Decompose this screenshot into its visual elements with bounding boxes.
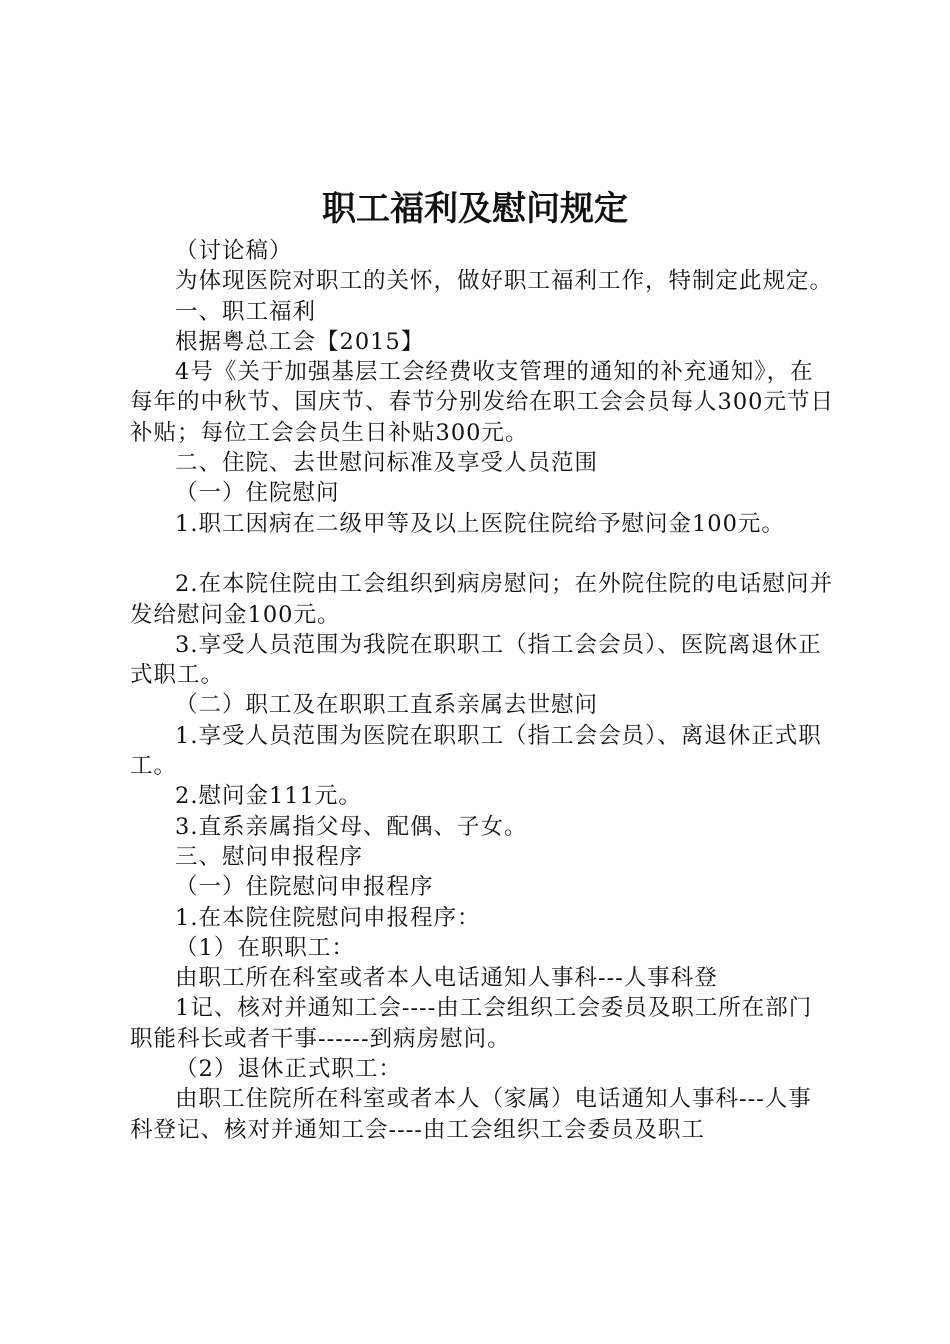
paragraph-procedure: 由职工住院所在科室或者本人（家属）电话通知人事科---人事科登记、核对并通知工会----由工会组织工会委员及职工 (130, 1086, 812, 1143)
paragraph-procedure: 由职工所在科室或者本人电话通知人事科---人事科登 (175, 965, 718, 992)
list-item: 1.在本院住院慰问申报程序： (175, 904, 481, 931)
list-item: 1.享受人员范围为医院在职职工（指工会会员）、离退休正式职工。 (130, 722, 822, 780)
paragraph-holiday-subsidy: 4号《关于加强基层工会经费收支管理的通知的补充通知》，在每年的中秋节、国庆节、春节分别发给在职工会会员每人300元节日补贴；每位工会会员生日补贴300元。 (130, 359, 834, 446)
list-item: （1）在职职工： (175, 934, 355, 961)
list-item: 2.慰问金111元。 (175, 783, 362, 810)
heading-section-2: 二、住院、去世慰问标准及享受人员范围 (175, 450, 599, 477)
heading-section-1: 一、职工福利 (175, 298, 317, 325)
list-item: 3.享受人员范围为我院在职职工（指工会会员）、医院离退休正式职工。 (130, 631, 822, 689)
paragraph-draft-note: （讨论稿） (175, 238, 293, 264)
document-title: 职工福利及慰问规定 (322, 189, 628, 229)
list-item: （2）退休正式职工： (175, 1056, 402, 1083)
heading-subsection-2-2: （二）职工及在职职工直系亲属去世慰问 (175, 692, 599, 719)
document-body (130, 236, 835, 1145)
heading-section-3: 三、慰问申报程序 (175, 843, 364, 870)
paragraph-procedure: 1记、核对并通知工会----由工会组织工会委员及职工所在部门职能科长或者干事------到病房慰问。 (130, 995, 813, 1052)
paragraph-basis: 根据粤总工会【2015】 (175, 328, 425, 355)
paragraph-intro: 为体现医院对职工的关怀，做好职工福利工作，特制定此规定。 (175, 268, 834, 295)
heading-subsection-2-1: （一）住院慰问 (175, 480, 340, 507)
list-item: 2.在本院住院由工会组织到病房慰问；在外院住院的电话慰问并发给慰问金100元。 (130, 571, 833, 628)
heading-subsection-3-1: （一）住院慰问申报程序 (175, 874, 434, 901)
list-item: 1.职工因病在二级甲等及以上医院住院给予慰问金100元。 (175, 510, 785, 537)
list-item: 3.直系亲属指父母、配偶、子女。 (175, 813, 528, 840)
